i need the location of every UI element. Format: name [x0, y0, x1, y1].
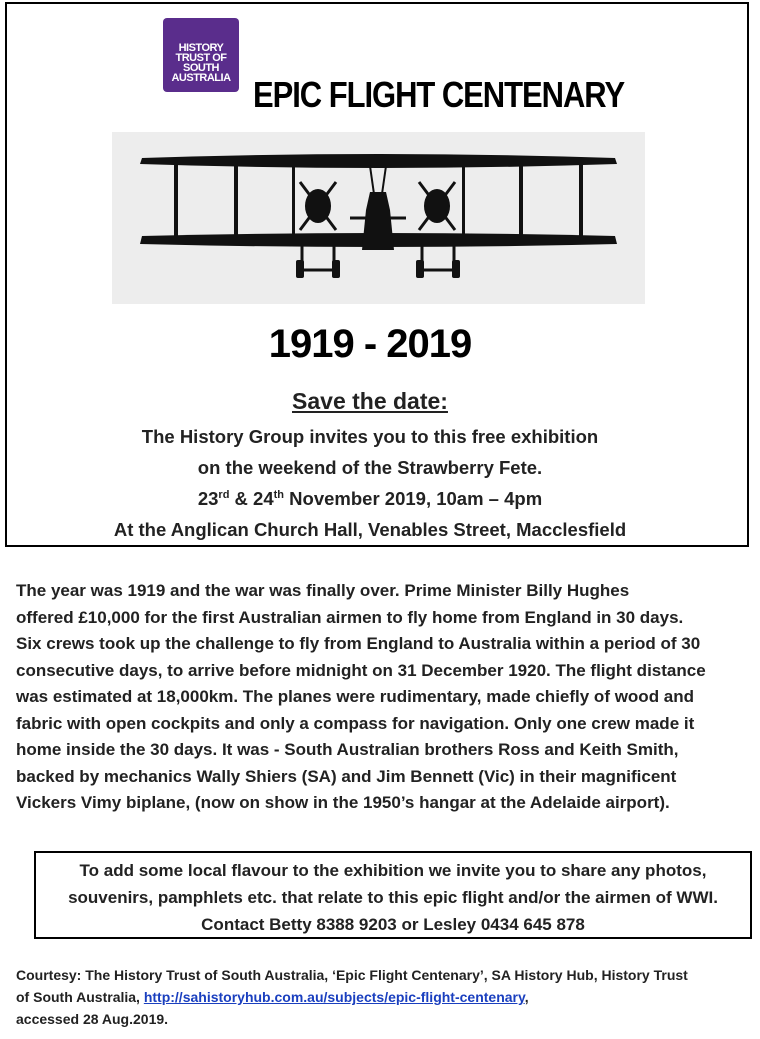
story-line: home inside the 30 days. It was - South Australian brothers Ross and Keith Smith,	[16, 740, 679, 759]
years-heading: 1919 - 2019	[268, 322, 472, 366]
story-line: backed by mechanics Wally Shiers (SA) and Jim Bennett (Vic) in their magnificent	[16, 766, 677, 786]
biplane-silhouette-icon	[112, 132, 645, 304]
courtesy-prefix: of South Australia,	[16, 989, 144, 1005]
story-line: Six crews took up the challenge to fly from England to Australia within a period of 30	[16, 634, 701, 653]
story-line: was estimated at 18,000km. The planes were rudimentary, made chiefly of wood and	[16, 687, 695, 706]
date-day1: 23	[197, 488, 219, 509]
date-rest: November 2019, 10am – 4pm	[284, 488, 543, 509]
history-trust-logo	[163, 18, 239, 92]
contact-line: To add some local flavour to the exhibition we invite you to share any photos,	[79, 861, 707, 880]
contact-box	[34, 851, 752, 939]
courtesy-citation	[16, 964, 756, 1030]
courtesy-line	[16, 986, 756, 1008]
event-location-line: At the Anglican Church Hall, Venables Street, Macclesfield	[113, 519, 627, 540]
story-line: offered £10,000 for the first Australian airmen to fly home from England in 30 days.	[16, 607, 684, 627]
courtesy-suffix: ,	[524, 989, 529, 1005]
source-link[interactable]: http://sahistoryhub.com.au/subjects/epic-flight-centenary	[143, 989, 525, 1005]
page-title: EPIC FLIGHT CENTENARY	[253, 74, 625, 115]
story-line: fabric with open cockpits and only a compass for navigation. Only one crew made it	[16, 713, 695, 733]
event-weekend-line: on the weekend of the Strawberry Fete.	[197, 457, 543, 478]
courtesy-line: Courtesy: The History Trust of South Australia, ‘Epic Flight Centenary’, SA History Hub, History Trust	[16, 967, 688, 983]
date-day2-suffix: th	[273, 489, 285, 501]
date-day2: & 24	[229, 488, 274, 509]
date-day1-suffix: rd	[218, 489, 230, 501]
event-date-line	[0, 488, 740, 510]
story-paragraph	[16, 578, 746, 817]
contact-phone-line: Contact Betty 8388 9203 or Lesley 0434 645 878	[201, 915, 585, 934]
story-line: The year was 1919 and the war was finally over. Prime Minister Billy Hughes	[16, 581, 630, 600]
biplane-illustration	[112, 132, 645, 304]
logo-text: HISTORY TRUST OF SOUTH AUSTRALIA	[171, 42, 231, 84]
contact-line: souvenirs, pamphlets etc. that relate to this epic flight and/or the airmen of WWI.	[68, 888, 718, 907]
event-invite-line: The History Group invites you to this free exhibition	[141, 426, 599, 447]
accessed-line: accessed 28 Aug.2019.	[16, 1011, 169, 1027]
save-the-date-heading: Save the date:	[292, 388, 448, 414]
story-line: Vickers Vimy biplane, (now on show in the 1950’s hangar at the Adelaide airport).	[16, 793, 670, 812]
story-line: consecutive days, to arrive before midnight on 31 December 1920. The flight distance	[16, 660, 706, 680]
